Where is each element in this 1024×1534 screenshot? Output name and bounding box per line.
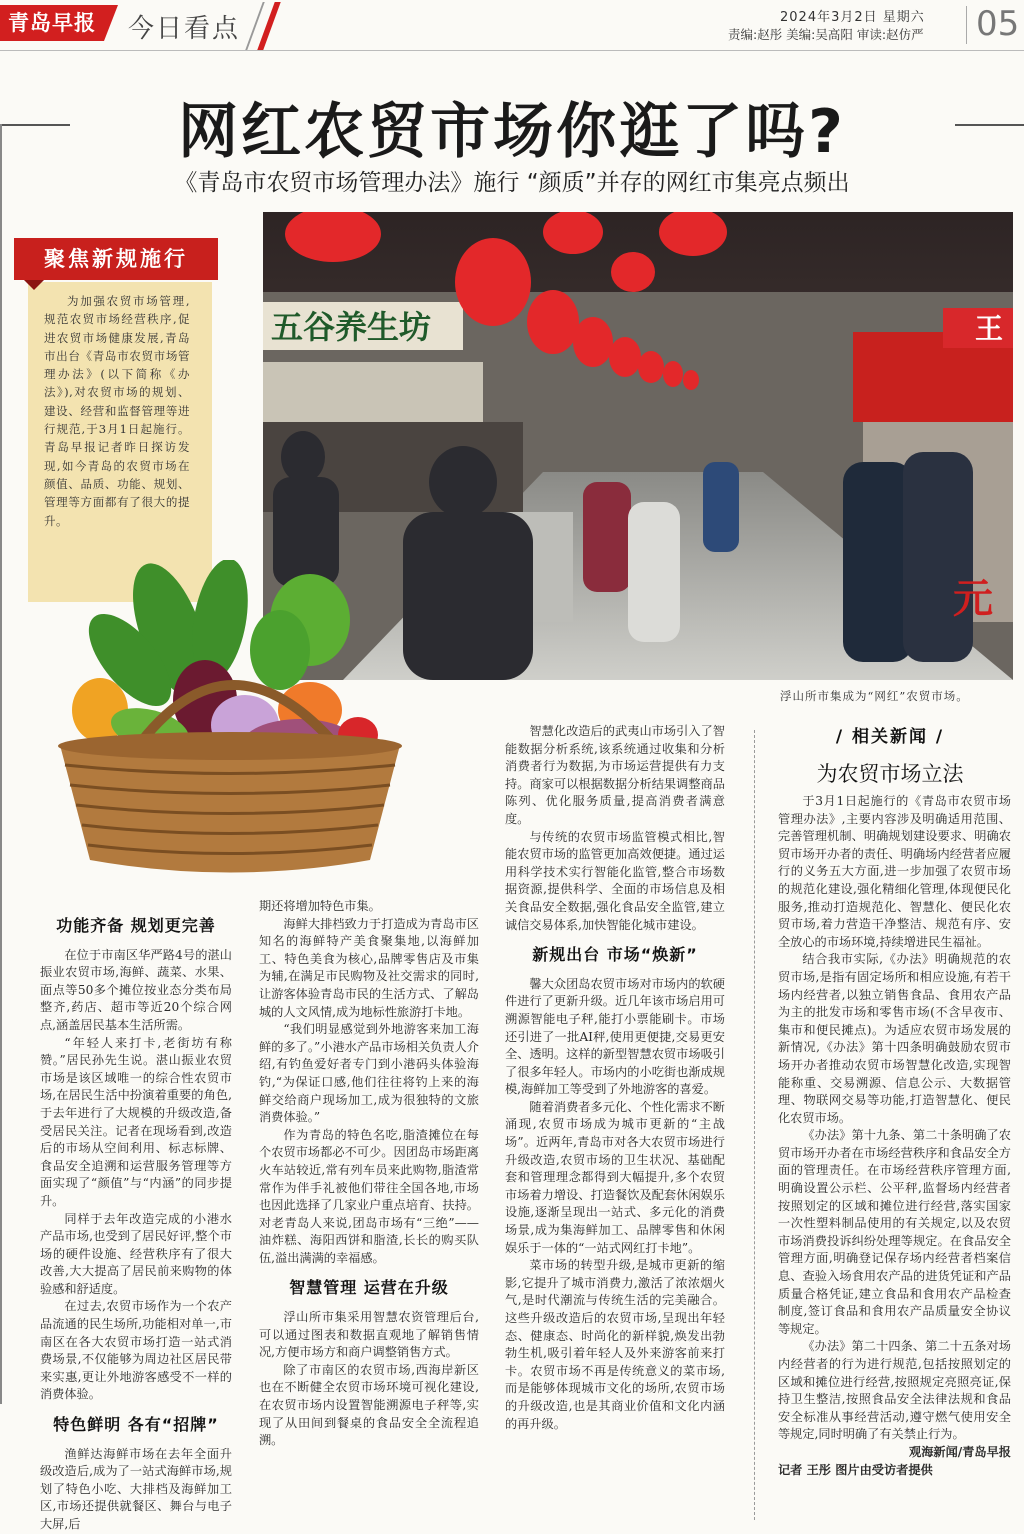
- section-heading-smart: 智慧管理 运营在升级: [289, 1278, 449, 1298]
- related-news-label: / 相关新闻 /: [835, 727, 945, 747]
- paragraph: 渔鲜达海鲜市场在去年全面升级改造后,成为了一站式海鲜市场,规划了特色小吃、大排档及海鲜加工区,市场还提供就餐区、舞台与电子大屏,后: [40, 1446, 232, 1531]
- right-store-sign-text: 王: [975, 312, 1004, 345]
- paragraph: “我们明显感觉到外地游客来加工海鲜的多了。”小港水产品市场相关负责人介绍,有钓鱼爱好者专门到小港码头体验海钓,“为保证口感,他们往往将钓上来的海鲜交给商户现场加工,成为很独特的文旅消费体验。”: [259, 1022, 479, 1125]
- paragraph: 智慧化改造后的武夷山市场引入了智能数据分析系统,该系统通过收集和分析消费者行为数据,为市场运营提供有力支持。商家可以根据数据分析结果调整商品陈列、优化服务质量,提高消费者满意度。: [505, 724, 725, 826]
- vegetable-basket-illustration: [40, 560, 420, 880]
- subheadline: 《青岛市农贸市场管理办法》施行 “颜质”并存的网红市集亮点频出: [174, 170, 850, 196]
- paragraph: 随着消费者多元化、个性化需求不断涌现,农贸市场成为城市更新的“主战场”。近两年,青岛市对各大农贸市场进行升级改造,农贸市场的卫生状况、基础配套和管理理念都得到大幅提升,多个农贸市场着力增设、打造餐饮及配套休闲娱乐设施,逐渐呈现出一站式、多元化的消费场景,成为集海鲜加工、品牌零售和休闲娱乐于一体的“一站式网红打卡地”。: [505, 1099, 725, 1255]
- paragraph: 浮山所市集采用智慧农资管理后台,可以通过图表和数据直观地了解销售情况,方便市场方和商户调整销售方式。: [259, 1310, 479, 1360]
- section-heading-new-rules: 新规出台 市场“焕新”: [532, 945, 698, 965]
- paragraph: 结合我市实际,《办法》明确规范的农贸市场,是指有固定场所和相应设施,有若干场内经营者,以独立销售食品、食用农产品为主的批发市场和零售市场(不含早夜市、集市和便民摊点)。为适应农贸市场发展的新情况,《办法》第十四条明确鼓励农贸市场开办者推动农贸市场智慧化改造,实现智能称重、交易溯源、信息公示、大数据管理、物联网交易等功能,打造智慧化、便民化农贸市场。: [778, 952, 1011, 1125]
- logo-decoration: [104, 5, 118, 41]
- paragraph: 于3月1日起施行的《青岛市农贸市场管理办法》,主要内容涉及明确适用范围、完善管理机制、明确规划建设要求、明确农贸市场开办者的责任、明确场内经营者应履行的义务五大方面,进一步加强了农贸市场的规范化建设,强化精细化管理,体现便民化服务,推动打造规范化、智慧化、便民化农贸市场,着力营造干净整洁、规范有序、安全放心的市场环境,持续增进民生福祉。: [778, 794, 1011, 949]
- focus-tab: 聚焦新规施行: [14, 238, 218, 280]
- paragraph: 作为青岛的特色名吃,脂渣摊位在每个农贸市场都必不可少。因团岛市场距离火车站较近,常有列车员来此购物,脂渣常常作为伴手礼被他们带往全国各地,市场也因此选择了几家业户重点培育、扶持。对老青岛人来说,团岛市场有“三绝”——油炸糕、海阳西饼和脂渣,长长的购买队伍,溢出满满的幸福感。: [259, 1127, 479, 1265]
- paragraph: 除了市南区的农贸市场,西海岸新区也在不断健全农贸市场环境可视化建设,在农贸市场内设置智能溯源电子秤等,实现了从田间到餐桌的食品安全全流程追溯。: [259, 1362, 479, 1448]
- reporter-credit: 记者 王彤 图片由受访者提供: [778, 1462, 933, 1477]
- article-column-3: [505, 723, 725, 1433]
- paragraph: 《办法》第十九条、第二十条明确了农贸市场开办者在市场经营秩序和食品安全方面的管理责任。在市场经营秩序管理方面,明确设置公示栏、公平秤,监督场内经营者按照划定的区域和摊位进行经营,落实国家一次性塑料制品使用的有关规定,以及农贸市场消费投诉纠纷处理等规定。在食品安全管理方面,明确登记保存场内经营者档案信息、查验入场食用农产品的进货凭证和产品质量合格凭证,建立食品和食用农产品检查制度,签订食品和食用农产品质量安全协议等规定。: [778, 1128, 1011, 1336]
- article-column-1: [40, 905, 232, 1534]
- svg-text:元: 元: [953, 576, 993, 622]
- paragraph: 海鲜大排档致力于打造成为青岛市区知名的海鲜特产美食聚集地,以海鲜加工、特色美食为核心,品牌零售店及市集为辅,在满足市民购物及社交需求的同时,让游客体验青岛市民的生活方式、了解岛城的人文风情,成为地标性旅游打卡地。: [259, 916, 479, 1019]
- sidebar-divider: [754, 730, 756, 1520]
- related-news-title: 为农贸市场立法: [816, 762, 964, 786]
- shop-sign-text: 五谷养生坊: [271, 308, 432, 346]
- section-title: 今日看点: [128, 14, 241, 44]
- paragraph: 同样于去年改造完成的小港水产品市场,也受到了居民好评,整个市场的硬件设施、经营秩序有了很大改善,大大提高了居民前来购物的体验感和舒适度。: [40, 1211, 232, 1296]
- paragraph: 菜市场的转型升级,是城市更新的缩影,它提升了城市消费力,激活了浓浓烟火气,是时代潮流与传统生活的完美融合。这些升级改造后的农贸市场,呈现出年轻态、健康态、时尚化的新样貌,焕发出勃勃生机,吸引着年轻人及外来游客前来打卡。农贸市场不再是传统意义的菜市场,而是能够体现城市文化的场所,农贸市场的升级改造,也是其商业价值和文化内涵的再升级。: [505, 1258, 725, 1431]
- section-heading-features: 特色鲜明 各有“招牌”: [53, 1415, 219, 1435]
- editor-credits: 责编:赵彤 美编:吴高阳 审读:赵仿严: [728, 27, 924, 42]
- paragraph: 在位于市南区华严路4号的湛山振业农贸市场,海鲜、蔬菜、水果、面点等50多个摊位按业态分类布局整齐,药店、超市等近20个综合网点,涵盖居民基本生活所需。: [40, 947, 232, 1032]
- paragraph: 《办法》第二十四条、第二十五条对场内经营者的行为进行规范,包括按照划定的区域和摊位进行经营,按照规定亮照亮证,保持卫生整洁,按照食品安全法律法规和食品安全标准从事经营活动,遵守燃气使用安全等规定,同时明确了有关禁止行为。: [778, 1339, 1011, 1442]
- section-heading-function: 功能齐备 规划更完善: [56, 916, 216, 935]
- masthead-rule: [0, 50, 1024, 51]
- paragraph: 与传统的农贸市场监管模式相比,智能农贸市场的监管更加高效便捷。通过运用科学技术实行智能化监管,整合市场数据资源,提供科学、全面的市场信息及相关食品安全数据,强化食品安全监管,建立诚信交易体系,加快智能化城市建设。: [505, 829, 725, 932]
- newspaper-logo: 青岛早报: [0, 5, 104, 41]
- paragraph: “年轻人来打卡,老街坊有称赞。”居民孙先生说。湛山振业农贸市场是该区域唯一的综合性农贸市场,在居民生活中扮演着重要的角色,于去年进行了大规模的升级改造,备受居民关注。记者在现场看到,改造后的市场从空间利用、标志标牌、食品安全追溯和运营服务管理等方面实现了“颜值”与“内涵”的同步提升。: [40, 1035, 232, 1208]
- page-number-divider: [966, 6, 967, 44]
- paragraph: 馨大众团岛农贸市场对市场内的软硬件进行了更新升级。近几年该市场启用可溯源智能电子秤,能打小票能刷卡。市场还引进了一批AI秤,使用更便捷,交易更安全、透明。这样的新型智慧农贸市场吸引了很多年轻人。市场内的小吃街也渐成规模,海鲜加工等受到了外地游客的喜爱。: [505, 976, 725, 1097]
- sidebar-article: [778, 793, 1011, 1479]
- headline: 网红农贸市场你逛了吗?: [178, 97, 846, 167]
- left-border-rule: [0, 124, 2, 1404]
- paragraph: 在过去,农贸市场作为一个农产品流通的民生场所,功能相对单一,市南区在各大农贸市场打造一站式消费场景,不仅能够为周边社区居民带来实惠,更让外地游客感受不一样的消费体验。: [40, 1299, 232, 1402]
- paragraph: 期还将增加特色市集。: [259, 899, 381, 913]
- page-number: 05: [976, 4, 1020, 44]
- issue-date: 2024年3月2日 星期六: [780, 10, 925, 25]
- photo-caption: 浮山所市集成为“网红”农贸市场。: [780, 689, 969, 703]
- focus-text: 为加强农贸市场管理,规范农贸市场经营秩序,促进农贸市场健康发展,青岛市出台《青岛市农贸市场管理办法》(以下简称《办法》),对农贸市场的规划、建设、经营和监督管理等进行规范,于3月1日起施行。青岛早报记者昨日探访发现,如今青岛的农贸市场在颜值、品质、功能、规划、管理等方面都有了很大的提升。: [44, 294, 190, 528]
- article-column-2: [259, 898, 479, 1450]
- news-source: 观海新闻/青岛早报: [909, 1444, 1011, 1459]
